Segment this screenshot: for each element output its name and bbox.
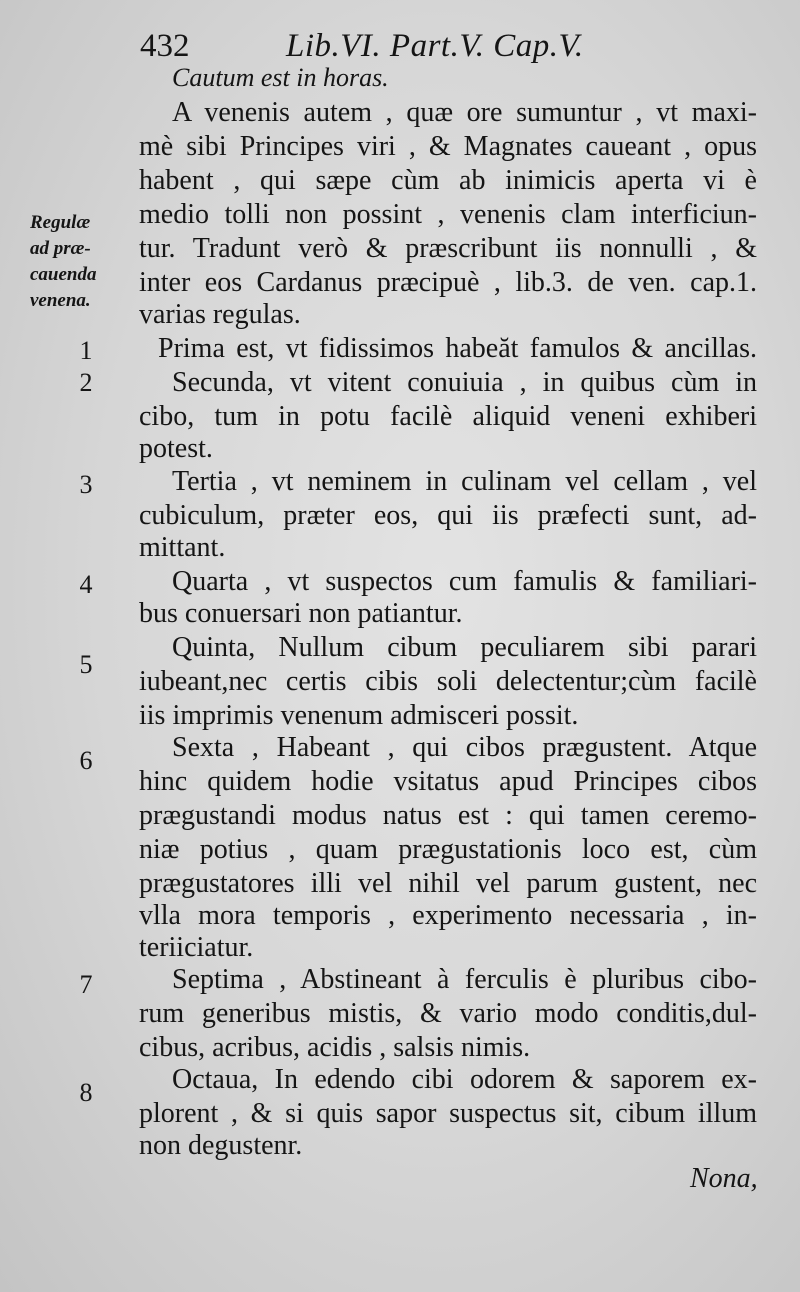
text-line: varias regulas. xyxy=(139,299,301,330)
text-line: teriiciatur. xyxy=(139,932,254,963)
text-line: prægustatores illi vel nihil vel parum gustent, nec xyxy=(139,868,757,899)
rule-6-line: Sexta , Habeant , qui cibos prægustent. Atque xyxy=(172,732,757,763)
rule-number: 3 xyxy=(79,470,93,499)
rule-number: 7 xyxy=(79,970,93,999)
text-line: rum generibus mistis, & vario modo conditis,dul- xyxy=(139,998,757,1029)
text-line: potest. xyxy=(139,433,213,464)
text-line: cibus, acribus, acidis , salsis nimis. xyxy=(139,1032,531,1063)
rule-number: 6 xyxy=(79,746,93,775)
rule-number: 4 xyxy=(79,570,93,599)
text-line: mittant. xyxy=(139,532,226,563)
running-title: Lib.VI. Part.V. Cap.V. xyxy=(286,28,584,64)
text-line: iubeant,nec certis cibis soli delectentur;cùm facilè xyxy=(139,666,757,697)
text-line: iis imprimis venenum admisceri possit. xyxy=(139,700,579,731)
rule-7-line: Septima , Abstineant à ferculis è pluribus cibo- xyxy=(172,964,757,995)
text-line: A venenis autem , quæ ore sumuntur , vt maxi- xyxy=(172,97,757,128)
text-line: hinc quidem hodie vsitatus apud Principes cibos xyxy=(139,766,757,797)
text-line: prægustandi modus natus est : qui tamen ceremo- xyxy=(139,800,757,831)
text-line: bus conuersari non patiantur. xyxy=(139,598,463,629)
text-line: niæ potius , quam prægustationis loco est, cùm xyxy=(139,834,757,865)
section-subheading: Cautum est in horas. xyxy=(172,63,389,92)
text-line: cibo, tum in potu facilè aliquid veneni exhiberi xyxy=(139,401,757,432)
text-line: non degustenr. xyxy=(139,1130,303,1161)
catchword: Nona, xyxy=(690,1163,758,1194)
margin-note-line: Regulæ xyxy=(30,212,91,233)
margin-note-line: ad præ- xyxy=(30,238,91,259)
margin-note-line: venena. xyxy=(30,290,91,311)
rule-number: 2 xyxy=(79,368,93,397)
rule-number: 8 xyxy=(79,1078,93,1107)
rule-number: 5 xyxy=(79,650,93,679)
text-line: vlla mora temporis , experimento necessaria , in- xyxy=(139,900,757,931)
text-line: plorent , & si quis sapor suspectus sit, cibum illum xyxy=(139,1098,757,1129)
text-line: inter eos Cardanus præcipuè , lib.3. de ven. cap.1. xyxy=(139,267,757,298)
rule-4-line: Quarta , vt suspectos cum famulis & familiari- xyxy=(172,566,757,597)
rule-3-line: Tertia , vt neminem in culinam vel cellam , vel xyxy=(172,466,757,497)
text-line: habent , qui sæpe cùm ab inimicis aperta vi è xyxy=(139,165,757,196)
rule-5-line: Quinta, Nullum cibum peculiarem sibi parari xyxy=(172,632,757,663)
text-line: tur. Tradunt verò & præscribunt iis nonnulli , & xyxy=(139,233,757,264)
rule-number: 1 xyxy=(79,336,93,365)
text-line: mè sibi Principes viri , & Magnates caueant , opus xyxy=(139,131,757,162)
text-line: medio tolli non possint , venenis clam interficiun- xyxy=(139,199,757,230)
page-number: 432 xyxy=(140,28,190,64)
text-line: cubiculum, præter eos, qui iis præfecti sunt, ad- xyxy=(139,500,757,531)
rule-1-line: Prima est, vt fidissimos habeăt famulos & ancillas. xyxy=(158,333,757,364)
rule-2-line: Secunda, vt vitent conuiuia , in quibus cùm in xyxy=(172,367,757,398)
rule-8-line: Octaua, In edendo cibi odorem & saporem ex- xyxy=(172,1064,757,1095)
margin-note-line: cauenda xyxy=(30,264,97,285)
